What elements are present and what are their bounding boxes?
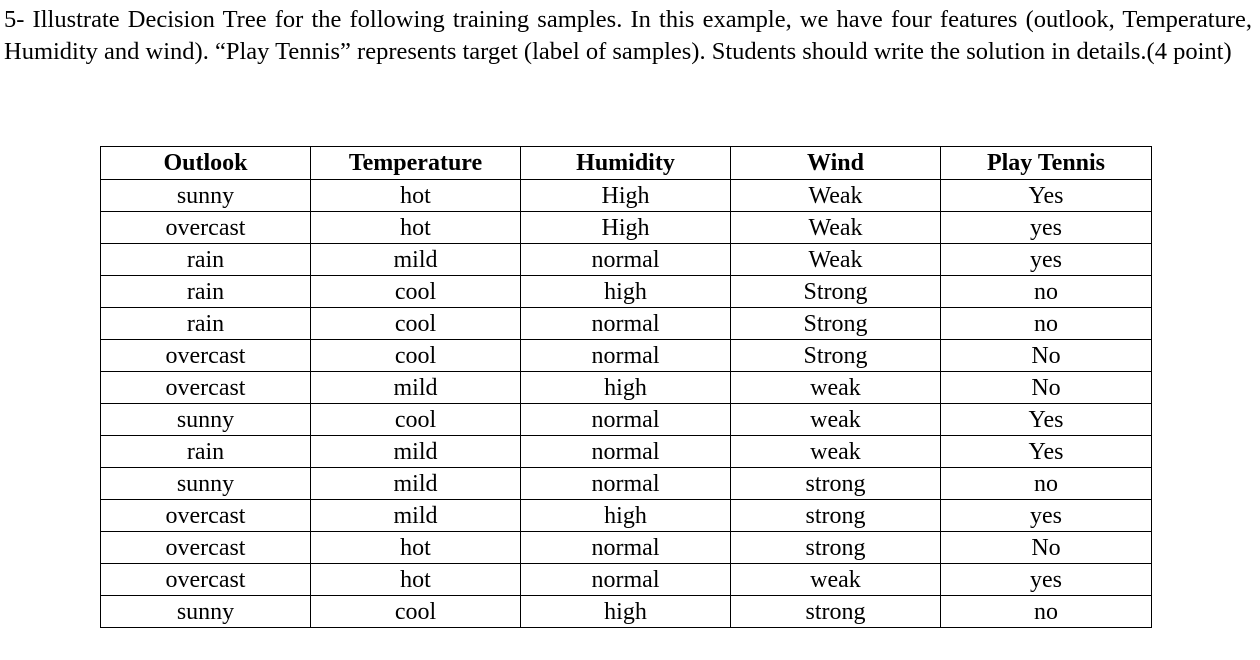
header-play-tennis: Play Tennis [941,147,1152,180]
cell-humidity: high [521,500,731,532]
cell-outlook: overcast [101,212,311,244]
cell-play-tennis: yes [941,564,1152,596]
cell-humidity: normal [521,564,731,596]
table-row [101,468,1152,500]
cell-wind: strong [731,596,941,628]
cell-wind: weak [731,564,941,596]
cell-temperature: cool [311,340,521,372]
cell-humidity: normal [521,468,731,500]
cell-outlook: overcast [101,372,311,404]
cell-outlook: sunny [101,596,311,628]
header-temperature: Temperature [311,147,521,180]
table-row [101,532,1152,564]
cell-wind: strong [731,500,941,532]
cell-play-tennis: no [941,596,1152,628]
cell-play-tennis: No [941,532,1152,564]
cell-play-tennis: yes [941,212,1152,244]
cell-outlook: sunny [101,468,311,500]
cell-humidity: high [521,372,731,404]
cell-outlook: rain [101,244,311,276]
table-row [101,276,1152,308]
cell-wind: Weak [731,212,941,244]
cell-outlook: overcast [101,500,311,532]
table-row [101,436,1152,468]
cell-humidity: normal [521,436,731,468]
cell-temperature: hot [311,180,521,212]
cell-outlook: rain [101,436,311,468]
table-row [101,244,1152,276]
cell-wind: weak [731,404,941,436]
cell-humidity: High [521,180,731,212]
cell-temperature: mild [311,436,521,468]
table-row [101,212,1152,244]
cell-outlook: overcast [101,532,311,564]
table-body [101,180,1152,628]
cell-outlook: sunny [101,180,311,212]
cell-wind: strong [731,532,941,564]
cell-play-tennis: no [941,276,1152,308]
cell-temperature: cool [311,404,521,436]
cell-temperature: cool [311,308,521,340]
cell-humidity: high [521,596,731,628]
cell-wind: strong [731,468,941,500]
cell-temperature: cool [311,596,521,628]
cell-outlook: rain [101,276,311,308]
cell-play-tennis: no [941,468,1152,500]
header-wind: Wind [731,147,941,180]
cell-wind: Strong [731,340,941,372]
cell-wind: Weak [731,244,941,276]
cell-play-tennis: no [941,308,1152,340]
cell-temperature: mild [311,500,521,532]
cell-humidity: high [521,276,731,308]
training-samples-table [100,146,1152,628]
cell-play-tennis: yes [941,244,1152,276]
question-text: 5- Illustrate Decision Tree for the following training samples. In this example, we have four features (outlook, Temperature, Humidity and wind). “Play Tennis” represents target (label of samples). Students should write the solution in details.(4 point) [4,6,1252,65]
table-row [101,404,1152,436]
cell-play-tennis: Yes [941,404,1152,436]
table-row [101,596,1152,628]
cell-humidity: High [521,212,731,244]
cell-temperature: mild [311,372,521,404]
cell-temperature: mild [311,244,521,276]
cell-humidity: normal [521,244,731,276]
cell-temperature: hot [311,212,521,244]
header-outlook: Outlook [101,147,311,180]
cell-outlook: rain [101,308,311,340]
cell-humidity: normal [521,340,731,372]
cell-play-tennis: yes [941,500,1152,532]
cell-temperature: cool [311,276,521,308]
cell-humidity: normal [521,308,731,340]
cell-temperature: hot [311,564,521,596]
cell-play-tennis: Yes [941,180,1152,212]
table-row [101,308,1152,340]
cell-wind: Strong [731,276,941,308]
cell-outlook: overcast [101,564,311,596]
cell-wind: Weak [731,180,941,212]
cell-wind: weak [731,436,941,468]
cell-wind: weak [731,372,941,404]
cell-play-tennis: No [941,340,1152,372]
header-humidity: Humidity [521,147,731,180]
cell-play-tennis: Yes [941,436,1152,468]
table-row [101,500,1152,532]
table-header-row [101,147,1152,180]
cell-outlook: overcast [101,340,311,372]
cell-humidity: normal [521,532,731,564]
table-row [101,372,1152,404]
cell-outlook: sunny [101,404,311,436]
table-row [101,340,1152,372]
cell-temperature: hot [311,532,521,564]
table-row [101,180,1152,212]
table-row [101,564,1152,596]
cell-wind: Strong [731,308,941,340]
cell-temperature: mild [311,468,521,500]
cell-humidity: normal [521,404,731,436]
cell-play-tennis: No [941,372,1152,404]
